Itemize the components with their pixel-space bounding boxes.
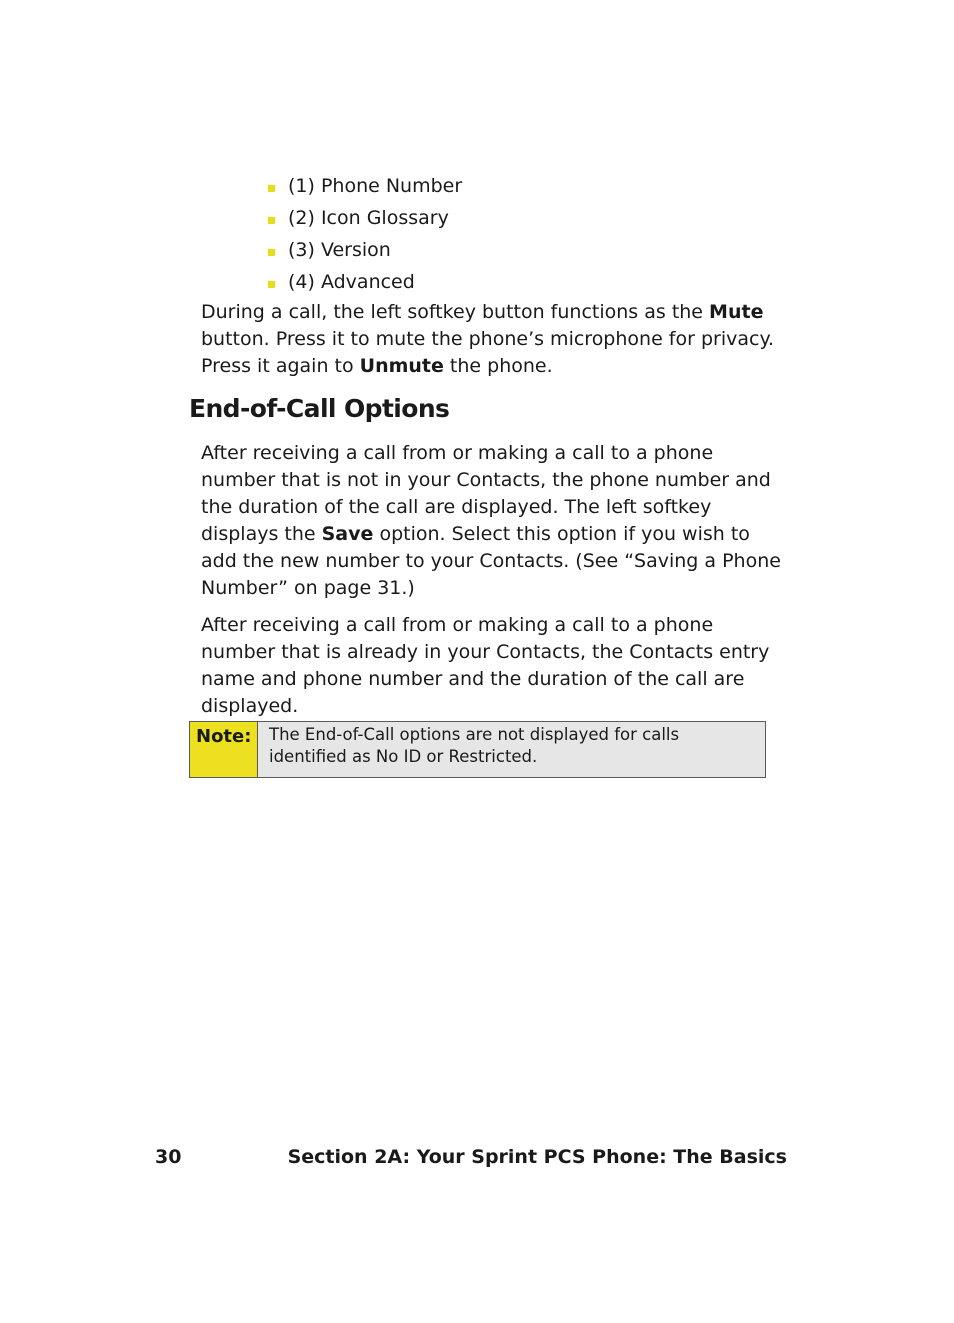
list-item-label: (3) Version: [288, 239, 391, 261]
section-title: Section 2A: Your Sprint PCS Phone: The Basics: [287, 1146, 787, 1168]
section-heading: End-of-Call Options: [189, 394, 450, 423]
bullet-list: [268, 170, 462, 298]
bullet-square-icon: [268, 281, 275, 288]
list-item-label: (1) Phone Number: [288, 175, 463, 197]
bullet-square-icon: [268, 217, 275, 224]
list-item-label: (4) Advanced: [288, 271, 415, 293]
note-text: The End-of-Call options are not displayed for calls identified as No ID or Restricted.: [258, 722, 765, 777]
mute-term: Mute: [709, 301, 764, 323]
list-item: [268, 202, 462, 234]
bullet-square-icon: [268, 185, 275, 192]
list-item-label: (2) Icon Glossary: [288, 207, 449, 229]
unmute-term: Unmute: [359, 355, 444, 377]
note-label: Note:: [190, 722, 258, 777]
bullet-square-icon: [268, 249, 275, 256]
mute-paragraph: During a call, the left softkey button functions as the Mute button. Press it to mute the phone’s microphone for privacy. Press it again to Unmute the phone.: [201, 301, 775, 377]
list-item: [268, 266, 462, 298]
note-box: [189, 721, 766, 778]
end-of-call-paragraph-2: After receiving a call from or making a call to a phone number that is already in your Contacts, the Contacts entry name and phone number and the duration of the call are displayed.: [201, 614, 770, 717]
save-term: Save: [321, 523, 374, 545]
list-item: [268, 234, 462, 266]
page-number: 30: [155, 1146, 182, 1168]
end-of-call-paragraph-1: After receiving a call from or making a call to a phone number that is not in your Contacts, the phone number and the duration of the call are displayed. The left softkey displays the Save option. Select this option if you wish to add the new number to your Contacts. (See “Saving a Phone Number” on page 31.): [201, 442, 781, 599]
list-item: [268, 170, 462, 202]
